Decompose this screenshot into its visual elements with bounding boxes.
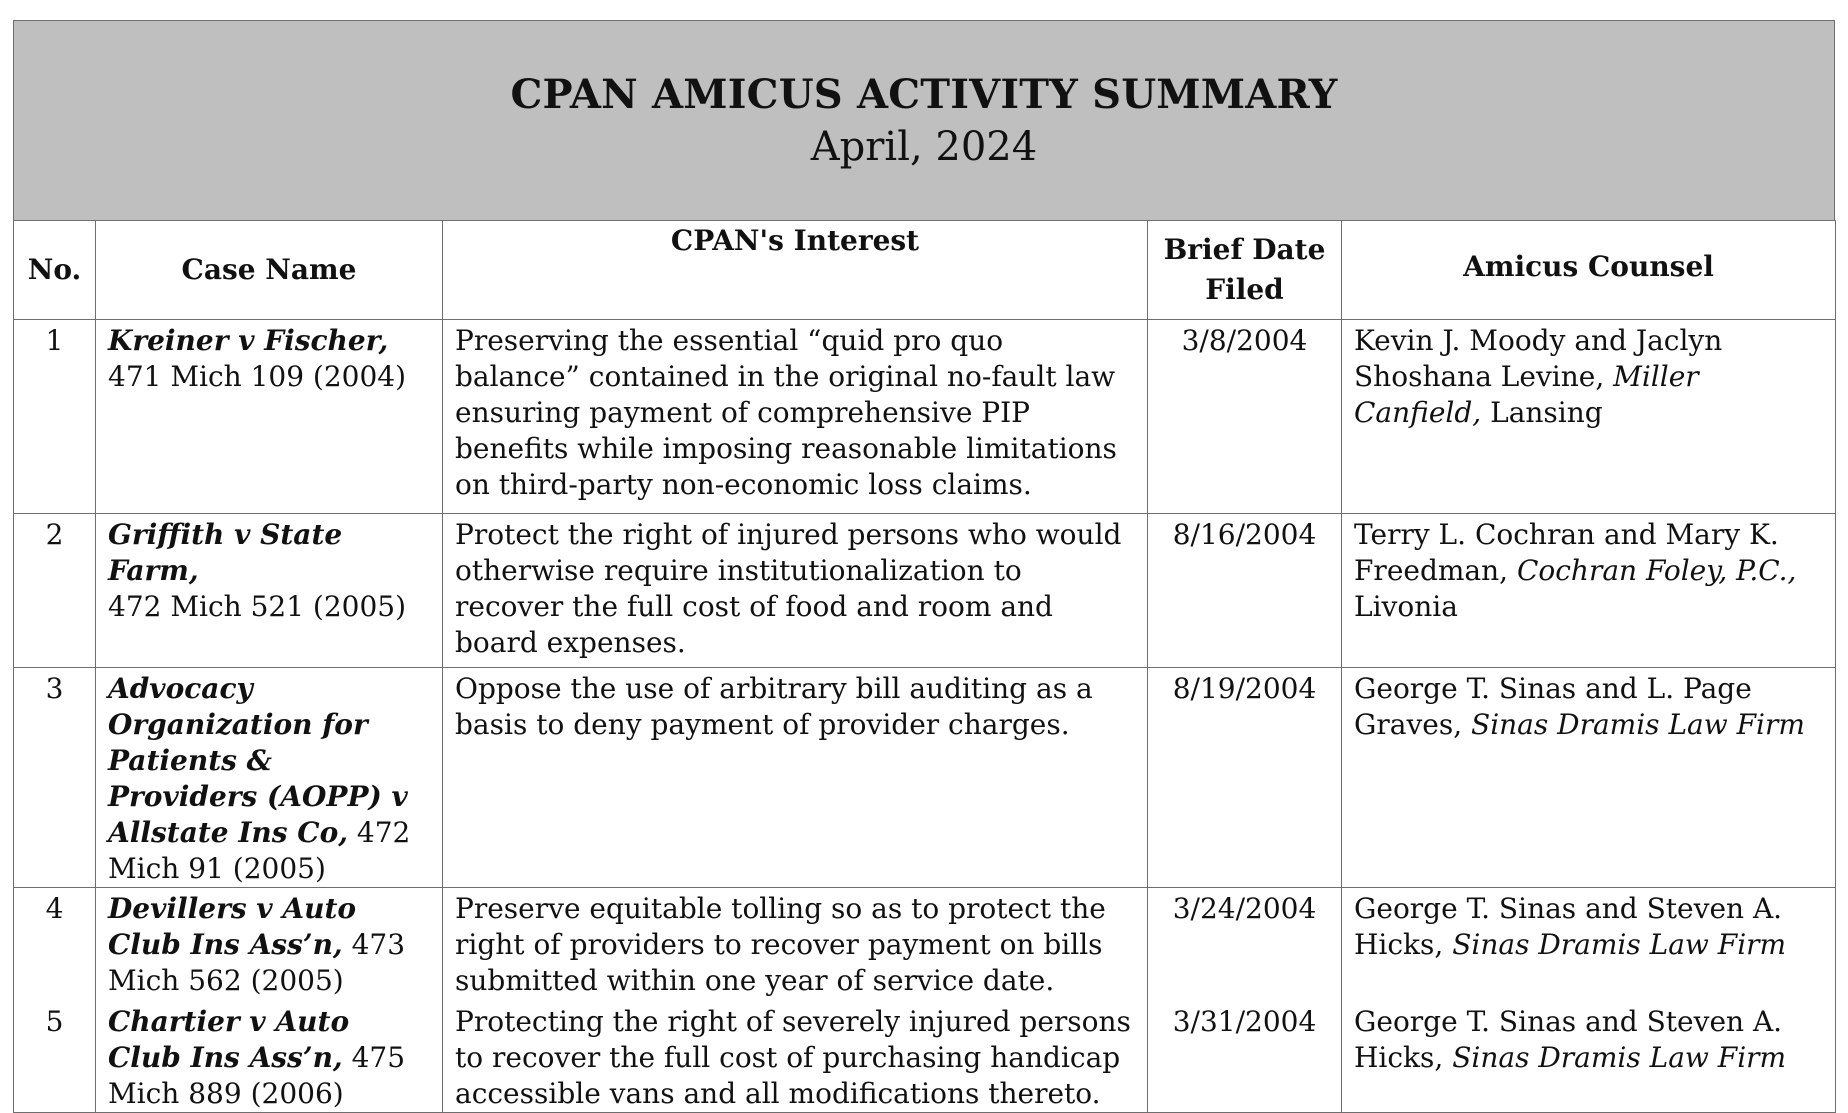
counsel-firm: Sinas Dramis Law Firm xyxy=(1471,708,1805,741)
brief-date-cell: 3/31/2004 xyxy=(1148,1001,1342,1113)
document-title: CPAN AMICUS ACTIVITY SUMMARY xyxy=(510,70,1338,118)
row-number: 3 xyxy=(14,668,96,888)
interest-cell: Preserve equitable tolling so as to protect the right of providers to recover payment on bills submitted within one year of service date. xyxy=(443,888,1148,1002)
interest-cell: Protect the right of injured persons who would otherwise require institutionalization to recover the full cost of food and room and board expenses. xyxy=(443,514,1148,668)
brief-date-cell: 3/24/2004 xyxy=(1148,888,1342,1002)
case-name: Devillers v Auto Club Ins Ass’n, xyxy=(108,892,357,961)
case-name-cell xyxy=(96,668,443,888)
brief-date-cell: 3/8/2004 xyxy=(1148,320,1342,514)
interest-cell: Protecting the right of severely injured persons to recover the full cost of purchasing handicap accessible vans and all modifications thereto. xyxy=(443,1001,1148,1113)
case-name-cell xyxy=(96,514,443,668)
header-interest: CPAN's Interest xyxy=(443,221,1148,320)
amicus-table xyxy=(13,220,1836,1113)
counsel-location: Livonia xyxy=(1354,590,1458,623)
case-name-cell xyxy=(96,320,443,514)
brief-date-cell: 8/16/2004 xyxy=(1148,514,1342,668)
table-row xyxy=(14,668,1836,888)
counsel-firm: Sinas Dramis Law Firm xyxy=(1452,928,1787,961)
header-case-name: Case Name xyxy=(96,221,443,320)
case-name: Kreiner v Fischer, xyxy=(108,324,389,357)
case-name: Advocacy Organization for Patients & Providers (AOPP) v Allstate Ins Co, xyxy=(108,672,408,849)
counsel-names: Kevin J. Moody and Jaclyn Shoshana Levine, xyxy=(1354,324,1723,393)
counsel-cell xyxy=(1342,888,1836,1002)
brief-date-cell: 8/19/2004 xyxy=(1148,668,1342,888)
row-number: 2 xyxy=(14,514,96,668)
case-name: Griffith v State Farm, xyxy=(108,518,343,587)
counsel-firm: Sinas Dramis Law Firm xyxy=(1452,1041,1787,1074)
table-row xyxy=(14,1001,1836,1113)
row-number: 1 xyxy=(14,320,96,514)
case-citation: 475 Mich 889 (2006) xyxy=(108,1041,406,1110)
case-citation: 472 Mich 91 (2005) xyxy=(108,816,411,885)
counsel-names: George T. Sinas and L. Page Graves, xyxy=(1354,672,1752,741)
row-number: 5 xyxy=(14,1001,96,1113)
counsel-cell xyxy=(1342,514,1836,668)
interest-cell: Oppose the use of arbitrary bill auditing as a basis to deny payment of provider charges. xyxy=(443,668,1148,888)
case-name: Chartier v Auto Club Ins Ass’n, xyxy=(108,1005,350,1074)
header-no: No. xyxy=(14,221,96,320)
document-date: April, 2024 xyxy=(810,123,1038,170)
counsel-location: Lansing xyxy=(1490,396,1603,429)
title-banner xyxy=(13,20,1835,220)
row-number: 4 xyxy=(14,888,96,1002)
counsel-firm: Miller Canfield, xyxy=(1354,360,1699,429)
interest-cell: Preserving the essential “quid pro quo balance” contained in the original no-fault law ensuring payment of comprehensive PIP benefits while imposing reasonable limitations on third-party non-economic loss claims. xyxy=(443,320,1148,514)
counsel-firm: Cochran Foley, P.C., xyxy=(1516,554,1797,587)
header-amicus-counsel: Amicus Counsel xyxy=(1342,221,1836,320)
counsel-cell xyxy=(1342,668,1836,888)
counsel-names: George T. Sinas and Steven A. Hicks, xyxy=(1354,1005,1783,1074)
document xyxy=(13,20,1835,1113)
case-name-cell xyxy=(96,1001,443,1113)
counsel-cell xyxy=(1342,1001,1836,1113)
case-citation: 472 Mich 521 (2005) xyxy=(108,590,407,623)
counsel-names: Terry L. Cochran and Mary K. Freedman, xyxy=(1354,518,1779,587)
case-name-cell xyxy=(96,888,443,1002)
case-citation: 471 Mich 109 (2004) xyxy=(108,360,407,393)
table-row xyxy=(14,514,1836,668)
counsel-cell xyxy=(1342,320,1836,514)
table-header-row xyxy=(14,221,1836,320)
table-row xyxy=(14,888,1836,1002)
header-brief-date: Brief Date Filed xyxy=(1148,221,1342,320)
counsel-names: George T. Sinas and Steven A. Hicks, xyxy=(1354,892,1783,961)
case-citation: 473 Mich 562 (2005) xyxy=(108,928,406,997)
table-row xyxy=(14,320,1836,514)
